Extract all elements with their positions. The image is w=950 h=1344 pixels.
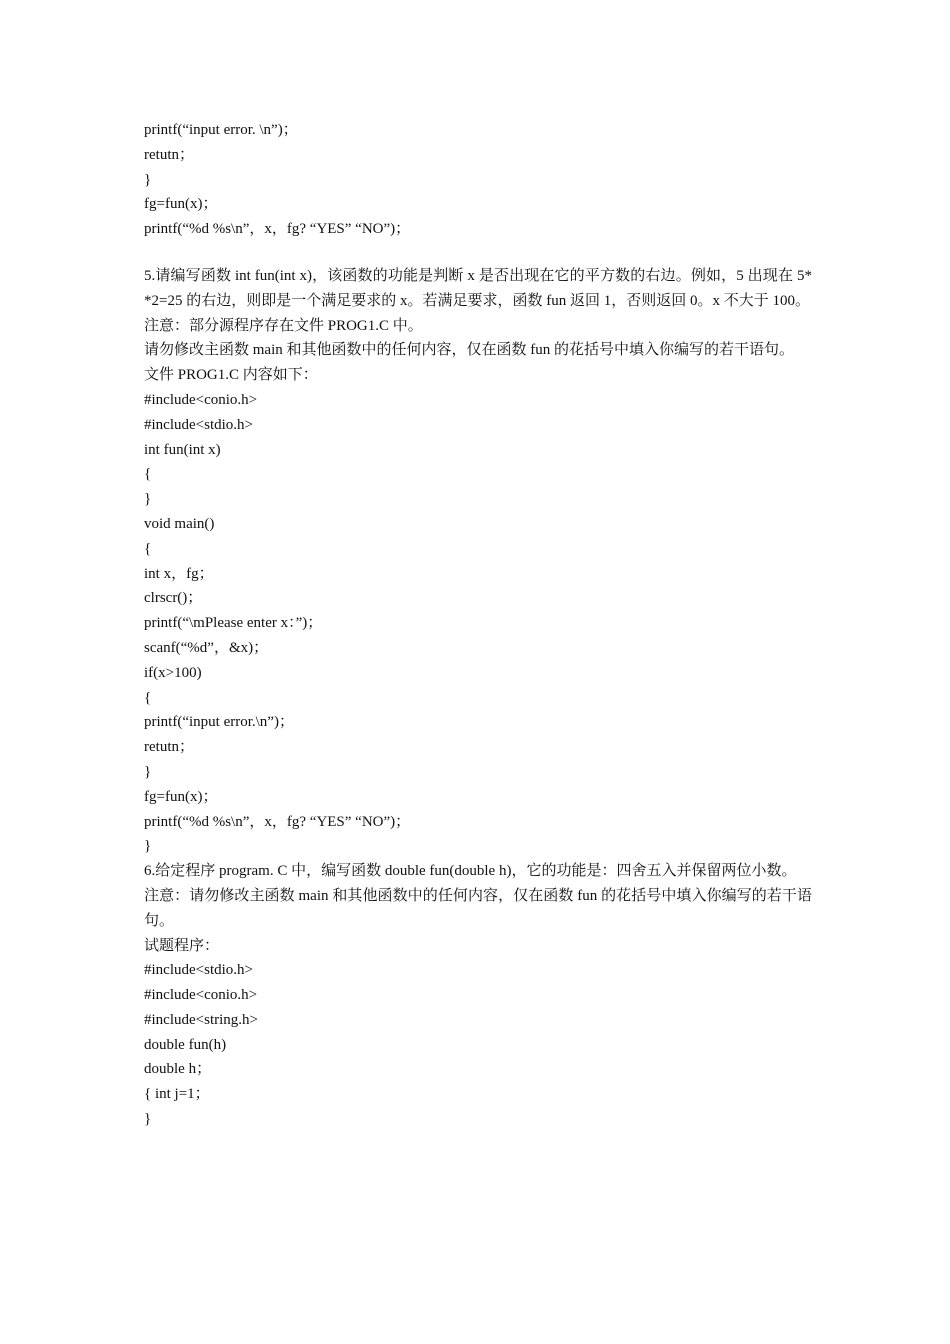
code-line: printf(“\mPlease enter x：”)； (144, 615, 323, 632)
code-line: scanf(“%d”，&x)； (144, 639, 269, 656)
code-line: printf(“input error. \n”)； (144, 122, 298, 138)
question-5-intro: 5.请编写函数 int fun(int x)，该函数的功能是判断 x 是否出现在它的平方数的右边。例如，5 出现在 5* *2=25 的右边，则即是一个满足要求的 x。若满足要求，函数 fun 返回 1，否则返回 0。x 不大于 100。 (144, 267, 812, 309)
code-line: printf(“%d %s\n”，x，fg? “YES” “NO”)； (144, 813, 411, 830)
question-5 (144, 264, 812, 859)
question-5-note: 注意：部分源程序存在文件 PROG1.C 中。 (144, 317, 423, 334)
code-line: { int j=1； (144, 1086, 210, 1103)
code-line: } (144, 763, 152, 780)
code-line: } (144, 838, 152, 855)
code-line: retutn； (144, 146, 194, 163)
question-5-file-label: 文件 PROG1.C 内容如下： (144, 367, 318, 384)
code-line: double h； (144, 1061, 212, 1078)
code-line: #include<string.h> (144, 1011, 258, 1028)
section-gap (144, 242, 812, 264)
code-line: printf(“%d %s\n”，x，fg? “YES” “NO”)； (144, 221, 411, 238)
code-line: clrscr()； (144, 590, 203, 607)
code-line: int x，fg； (144, 565, 214, 582)
code-block-continuation (144, 118, 812, 242)
question-6-note: 注意：请勿修改主函数 main 和其他函数中的任何内容，仅在函数 fun 的花括号中填入你编写的若干语句。 (144, 887, 812, 929)
code-line: { (144, 466, 152, 483)
code-line: } (144, 1111, 152, 1128)
code-line: fg=fun(x)； (144, 788, 218, 805)
code-line: { (144, 689, 152, 706)
document-page (144, 118, 812, 1132)
code-line: int fun(int x) (144, 441, 221, 458)
code-line: printf(“input error.\n”)； (144, 714, 294, 731)
code-line: } (144, 171, 152, 188)
code-line: retutn； (144, 739, 194, 756)
code-line: { (144, 540, 152, 557)
code-line: #include<stdio.h> (144, 962, 253, 979)
code-line: fg=fun(x)； (144, 196, 218, 213)
code-line: } (144, 491, 152, 508)
code-line: #include<stdio.h> (144, 416, 253, 433)
code-line: void main() (144, 515, 215, 532)
code-line: #include<conio.h> (144, 987, 258, 1004)
question-5-instruction: 请勿修改主函数 main 和其他函数中的任何内容，仅在函数 fun 的花括号中填入你编写的若干语句。 (144, 342, 794, 359)
code-line: double fun(h) (144, 1036, 227, 1053)
question-6-label: 试题程序： (144, 937, 220, 954)
question-5-code (144, 388, 812, 859)
question-6-intro: 6.给定程序 program. C 中，编写函数 double fun(double h)，它的功能是：四舍五入并保留两位小数。 (144, 863, 797, 880)
code-line: #include<conio.h> (144, 391, 258, 408)
question-6 (144, 859, 812, 1132)
code-line: if(x>100) (144, 664, 202, 681)
question-6-code (144, 958, 812, 1132)
